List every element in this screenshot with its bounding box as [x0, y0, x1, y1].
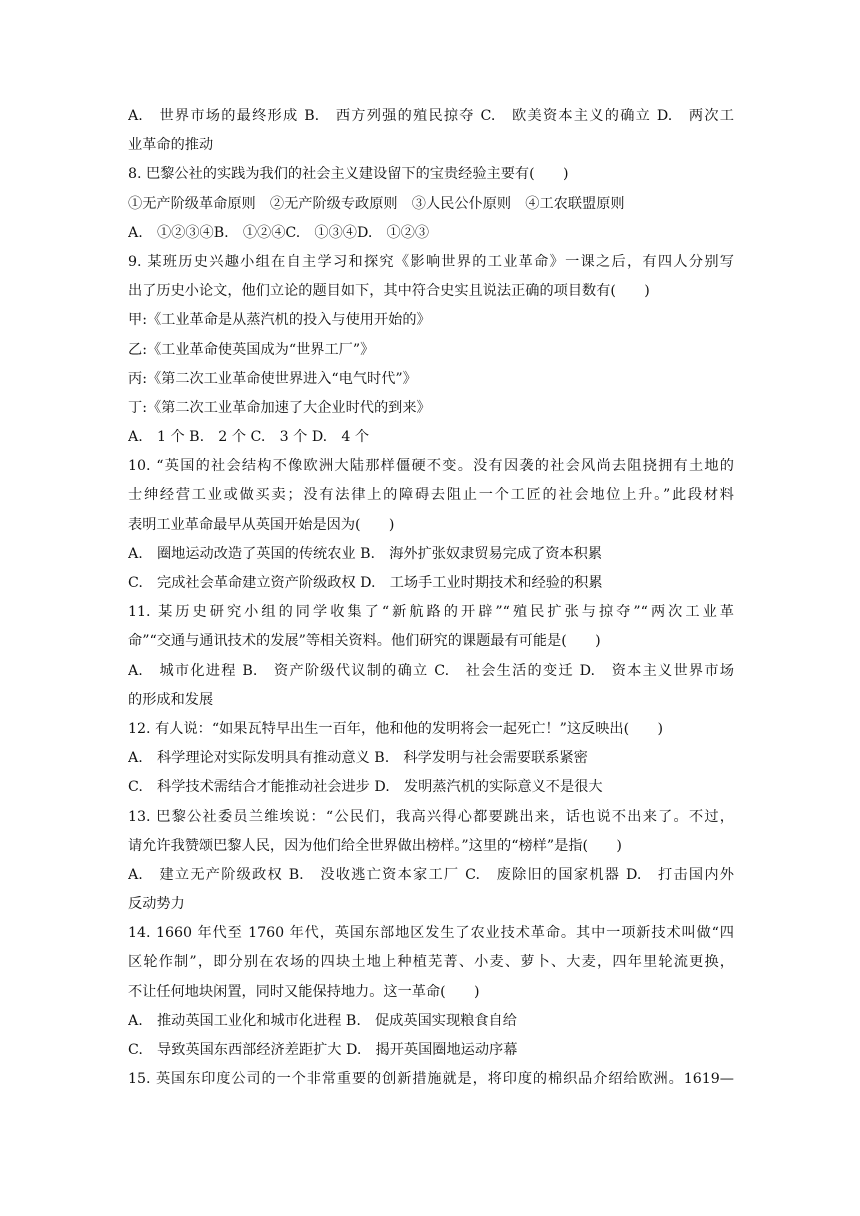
text-line: 10. “英国的社会结构不像欧洲大陆那样僵硬不变。没有因袭的社会风尚去阻挠拥有土地的 [128, 458, 734, 475]
text-line: C. 完成社会革命建立资产阶级政权 D. 工场手工业时期技术和经验的积累 [128, 575, 603, 591]
text-line: ①无产阶级革命原则 ②无产阶级专政原则 ③人民公仆原则 ④工农联盟原则 [128, 195, 625, 212]
text-line: C. 导致英国东西部经济差距扩大 D. 揭开英国圈地运动序幕 [128, 1042, 518, 1058]
text-line: 丁:《第二次工业革命加速了大企业时代的到来》 [128, 399, 431, 416]
text-line: 9. 某班历史兴趣小组在自主学习和探究《影响世界的工业革命》一课之后，有四人分别写 [128, 253, 734, 270]
text-line: 15. 英国东印度公司的一个非常重要的创新措施就是，将印度的棉织品介绍给欧洲。1619— [128, 1071, 734, 1088]
text-line: 请允许我赞颂巴黎人民，因为他们给全世界做出榜样。”这里的“榜样”是指( ) [128, 837, 622, 854]
text-line: 区轮作制”，即分别在农场的四块土地上种植芜菁、小麦、萝卜、大麦，四年里轮流更换， [128, 954, 734, 971]
text-line: A. 1 个 B. 2 个 C. 3 个 D. 4 个 [128, 429, 370, 446]
text-line: 的形成和发展 [128, 691, 214, 708]
text-line: 士绅经营工业或做买卖；没有法律上的障碍去阻止一个工匠的社会地位上升。”此段材料 [128, 487, 734, 504]
text-line: A. 科学理论对实际发明具有推动意义 B. 科学发明与社会需要联系紧密 [128, 750, 588, 767]
text-line: A. 推动英国工业化和城市化进程 B. 促成英国实现粮食自给 [128, 1012, 517, 1029]
text-line: 反动势力 [128, 896, 185, 913]
text-line: 丙:《第二次工业革命使世界进入“电气时代”》 [128, 370, 417, 387]
text-line: 13. 巴黎公社委员兰维埃说：“公民们，我高兴得心都要跳出来，话也说不出来了。不过， [128, 808, 734, 825]
text-line: 12. 有人说：“如果瓦特早出生一百年，他和他的发明将会一起死亡！”这反映出( ) [128, 720, 664, 737]
text-line: A. 圈地运动改造了英国的传统农业 B. 海外扩张奴隶贸易完成了资本积累 [128, 545, 603, 562]
text-line: 业革命的推动 [128, 137, 214, 154]
document-page [128, 102, 734, 1094]
text-line: A. 世界市场的最终形成 B. 西方列强的殖民掠夺 C. 欧美资本主义的确立 D. 两次工 [128, 108, 734, 124]
text-line: 出了历史小论文，他们立论的题目如下，其中符合史实且说法正确的项目数有( ) [128, 283, 650, 300]
text-line: 8. 巴黎公社的实践为我们的社会主义建设留下的宝贵经验主要有( ) [128, 166, 569, 183]
text-line: 11. 某历史研究小组的同学收集了“新航路的开辟”“殖民扩张与掠夺”“两次工业革 [128, 604, 734, 621]
text-line: 乙:《工业革命使英国成为“世界工厂”》 [128, 341, 375, 358]
text-line: 不让任何地块闲置，同时又能保持地力。这一革命( ) [128, 983, 480, 1000]
text-line: A. 城市化进程 B. 资产阶级代议制的确立 C. 社会生活的变迁 D. 资本主义世界市场 [128, 662, 734, 679]
text-line: A. 建立无产阶级政权 B. 没收逃亡资本家工厂 C. 废除旧的国家机器 D. 打击国内外 [128, 866, 734, 883]
text-line: 表明工业革命最早从英国开始是因为( ) [128, 516, 395, 533]
text-line: C. 科学技术需结合才能推动社会进步 D. 发明蒸汽机的实际意义不是很大 [128, 779, 603, 796]
text-line: 14. 1660 年代至 1760 年代，英国东部地区发生了农业技术革命。其中一项新技术叫做“四 [128, 925, 734, 942]
text-line: 甲:《工业革命是从蒸汽机的投入与使用开始的》 [128, 312, 431, 329]
text-line: 命”“交通与通讯技术的发展”等相关资料。他们研究的课题最有可能是( ) [128, 633, 601, 650]
text-line: A. ①②③④B. ①②④C. ①③④D. ①②③ [128, 224, 430, 241]
